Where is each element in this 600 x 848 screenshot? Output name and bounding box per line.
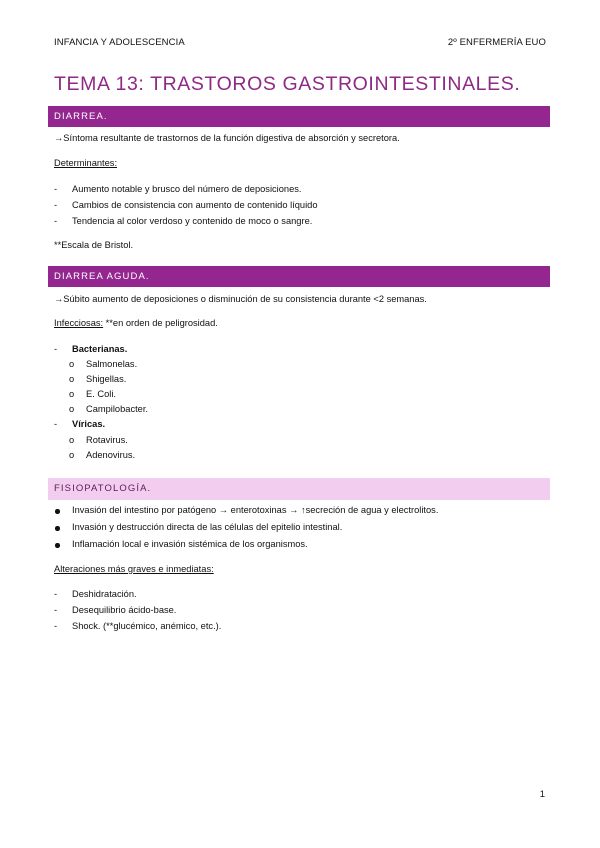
page-number: 1 — [539, 789, 545, 800]
diarrea-definition: →Síntoma resultante de trastornos de la función digestiva de absorción y secretora. — [54, 133, 400, 143]
section-heading-diarrea-aguda: DIARREA AGUDA. — [48, 266, 550, 287]
group-label-viricas: Víricas. — [72, 419, 106, 429]
bacteria-item: E. Coli. — [86, 389, 116, 399]
circle-marker: o — [69, 435, 75, 445]
circle-marker: o — [69, 404, 75, 414]
circle-marker: o — [69, 359, 75, 369]
header-course: INFANCIA Y ADOLESCENCIA — [54, 37, 185, 48]
alteracion-item: Deshidratación. — [72, 589, 137, 599]
circle-marker: o — [69, 450, 75, 460]
alteracion-item: Desequilibrio ácido-base. — [72, 605, 177, 615]
circle-marker: o — [69, 374, 75, 384]
alteraciones-label: Alteraciones más graves e inmediatas: — [54, 564, 214, 574]
virus-item: Rotavirus. — [86, 435, 128, 445]
page-title: TEMA 13: TRASTOROS GASTROINTESTINALES. — [54, 73, 521, 95]
determinante-item: Tendencia al color verdoso y contenido de moco o sangre. — [72, 216, 313, 226]
infecciosas-line — [54, 318, 218, 328]
section-heading-diarrea: DIARREA. — [48, 106, 550, 127]
dash-marker: - — [54, 589, 58, 599]
section-heading-fisiopatologia: FISIOPATOLOGÍA. — [48, 478, 550, 500]
determinantes-label: Determinantes: — [54, 158, 118, 168]
bristol-note: **Escala de Bristol. — [54, 240, 134, 250]
dash-marker: - — [54, 344, 58, 354]
fisio-item: Invasión y destrucción directa de las células del epitelio intestinal. — [72, 522, 343, 532]
dash-marker: - — [54, 200, 58, 210]
dash-marker: - — [54, 419, 58, 429]
infecciosas-note: **en orden de peligrosidad. — [103, 318, 218, 328]
alteracion-item: Shock. (**glucémico, anémico, etc.). — [72, 621, 222, 631]
bacteria-item: Campilobacter. — [86, 404, 149, 414]
bacteria-item: Shigellas. — [86, 374, 127, 384]
fisio-item: Invasión del intestino por patógeno → enterotoxinas → ↑secreción de agua y electrolitos. — [72, 505, 439, 515]
circle-marker: o — [69, 389, 75, 399]
bullet-dot — [55, 509, 60, 514]
aguda-definition: →Súbito aumento de deposiciones o disminución de su consistencia durante <2 semanas. — [54, 294, 427, 304]
dash-marker: - — [54, 621, 58, 631]
fisio-item: Inflamación local e invasión sistémica de los organismos. — [72, 539, 308, 549]
dash-marker: - — [54, 216, 58, 226]
bullet-dot — [55, 543, 60, 548]
virus-item: Adenovirus. — [86, 450, 136, 460]
bullet-dot — [55, 526, 60, 531]
header-year: 2º ENFERMERÍA EUO — [447, 37, 546, 48]
group-label-bacterianas: Bacterianas. — [72, 344, 128, 354]
dash-marker: - — [54, 184, 58, 194]
dash-marker: - — [54, 605, 58, 615]
bacteria-item: Salmonelas. — [86, 359, 138, 369]
determinante-item: Cambios de consistencia con aumento de contenido líquido — [72, 200, 318, 210]
determinante-item: Aumento notable y brusco del número de deposiciones. — [72, 184, 302, 194]
infecciosas-label: Infecciosas: — [54, 318, 104, 328]
